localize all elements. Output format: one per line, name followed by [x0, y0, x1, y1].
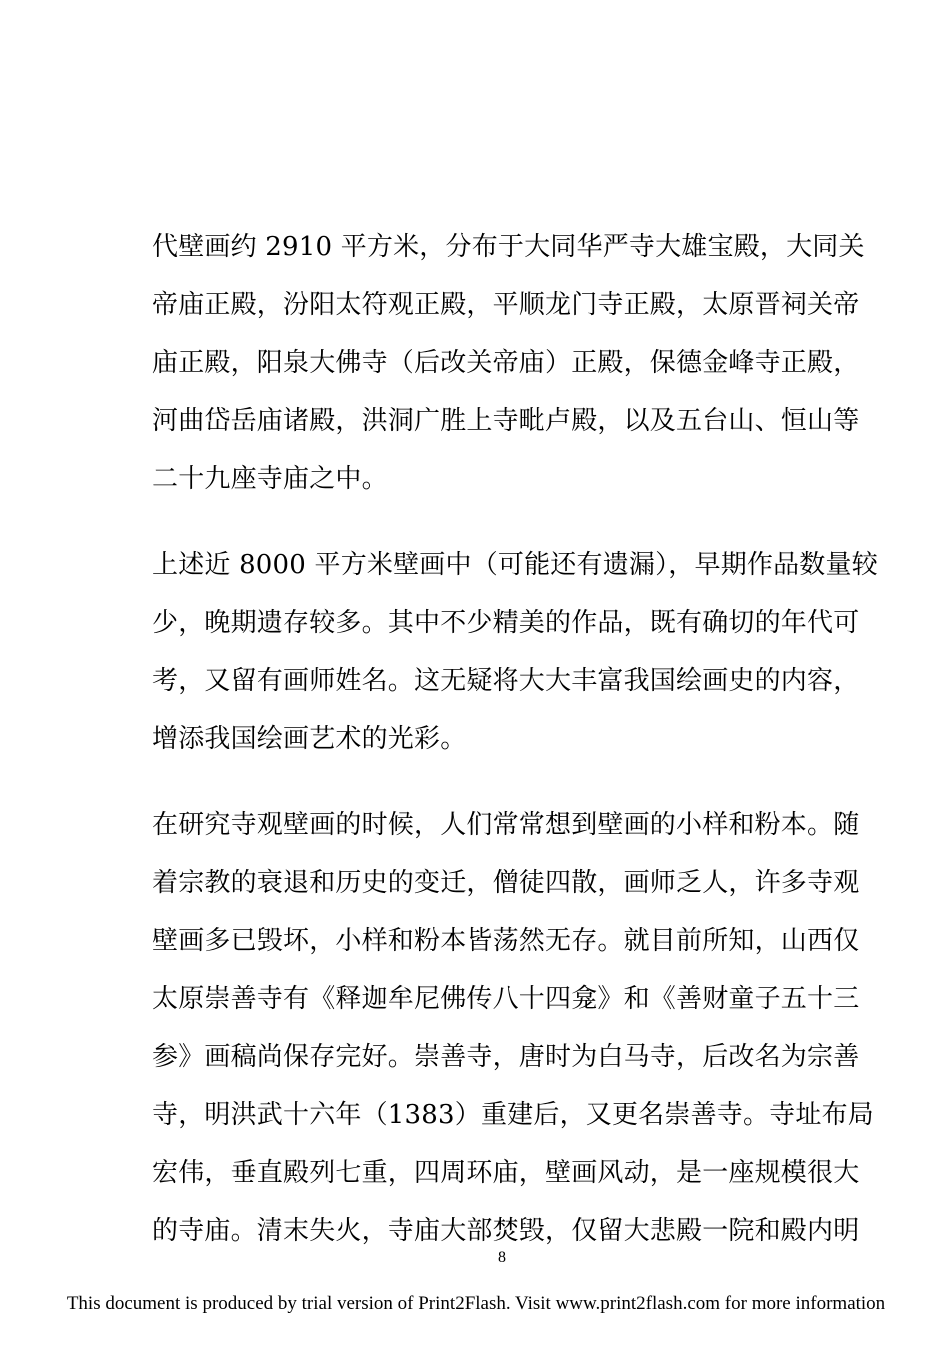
text-line: 庙正殿，阳泉大佛寺（后改关帝庙）正殿，保德金峰寺正殿， — [152, 348, 860, 378]
text-line: 宏伟，垂直殿列七重，四周环庙，壁画风动，是一座规模很大 — [152, 1158, 860, 1188]
text-line: 参》画稿尚保存完好。崇善寺，唐时为白马寺，后改名为宗善 — [152, 1042, 860, 1072]
text-line: 少，晚期遗存较多。其中不少精美的作品，既有确切的年代可 — [152, 608, 860, 638]
text-line: 上述近 8000 平方米壁画中（可能还有遗漏），早期作品数量较 — [152, 550, 878, 580]
page-number: 8 — [498, 1249, 506, 1266]
text-line: 着宗教的衰退和历史的变迁，僧徒四散，画师乏人，许多寺观 — [152, 868, 860, 898]
text-line: 增添我国绘画艺术的光彩。 — [152, 724, 467, 754]
text-line: 寺，明洪武十六年（1383）重建后，又更名崇善寺。寺址布局 — [152, 1100, 874, 1130]
paragraph-1 — [152, 218, 865, 508]
text-line: 太原崇善寺有《释迦牟尼佛传八十四龛》和《善财童子五十三 — [152, 984, 860, 1014]
paragraph-spacer — [152, 768, 862, 796]
paragraph-3 — [152, 796, 874, 1260]
text-line: 在研究寺观壁画的时候，人们常常想到壁画的小样和粉本。随 — [152, 810, 860, 840]
paragraph-spacer — [152, 508, 862, 536]
document-body — [152, 218, 878, 1260]
trial-version-notice: This document is produced by trial version of Print2Flash. Visit www.print2flash.com for more information — [66, 1293, 886, 1314]
text-line: 的寺庙。清末失火，寺庙大部焚毁，仅留大悲殿一院和殿内明 — [152, 1216, 860, 1246]
text-line: 代壁画约 2910 平方米，分布于大同华严寺大雄宝殿，大同关 — [152, 232, 865, 262]
text-line: 考，又留有画师姓名。这无疑将大大丰富我国绘画史的内容， — [152, 666, 860, 696]
text-line: 二十九座寺庙之中。 — [152, 464, 388, 494]
text-line: 河曲岱岳庙诸殿，洪洞广胜上寺毗卢殿，以及五台山、恒山等 — [152, 406, 860, 436]
paragraph-2 — [152, 536, 878, 768]
text-line: 壁画多已毁坏，小样和粉本皆荡然无存。就目前所知，山西仅 — [152, 926, 860, 956]
text-line: 帝庙正殿，汾阳太符观正殿，平顺龙门寺正殿，太原晋祠关帝 — [152, 290, 860, 320]
